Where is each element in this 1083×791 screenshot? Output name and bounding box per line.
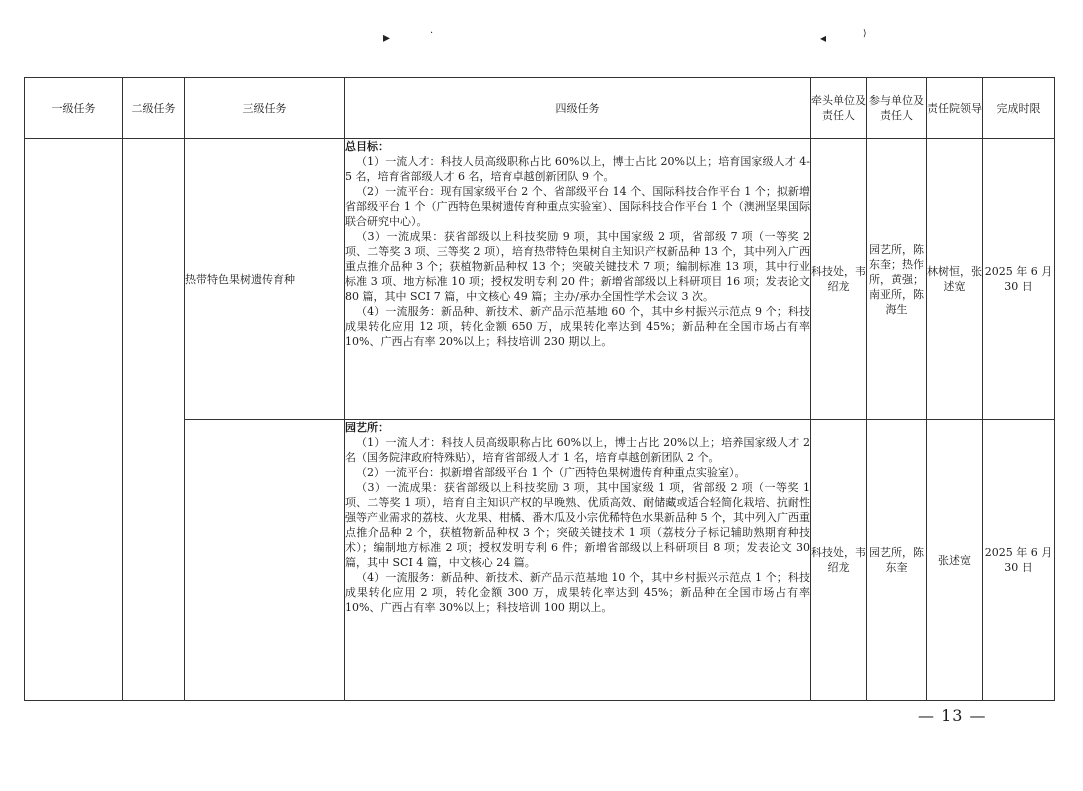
leader-cell: 张述宽 bbox=[927, 420, 983, 701]
table-row bbox=[25, 139, 1055, 420]
level3-task-empty bbox=[185, 420, 345, 701]
level4-paragraph: （2）一流平台：拟新增省部级平台 1 个（广西特色果树遗传育种重点实验室）。 bbox=[356, 466, 746, 479]
lead-unit-cell: 科技处，韦绍龙 bbox=[811, 139, 867, 420]
header-level2: 二级任务 bbox=[123, 78, 185, 139]
level4-paragraph: （4）一流服务：新品种、新技术、新产品示范基地 60 个，其中乡村振兴示范点 9 个；科技成果转化应用 12 项，转化金额 650 万，成果转化率达到 45%；新品种在全国市场占有率 10%、广西占有率 20%以上；科技培训 230 期以上。 bbox=[345, 305, 810, 348]
level4-paragraph: （2）一流平台：现有国家级平台 2 个、省部级平台 14 个、国际科技合作平台 1 个；拟新增省部级平台 1 个（广西特色果树遗传育种重点实验室）、国际科技合作平台 1 个（澳洲坚果国际联合研究中心）。 bbox=[345, 185, 810, 228]
header-lead-unit: 牵头单位及责任人 bbox=[811, 78, 867, 139]
header-leader: 责任院领导 bbox=[927, 78, 983, 139]
level4-paragraph: （1）一流人才：科技人员高级职称占比 60%以上，博士占比 20%以上；培养国家级人才 2 名（国务院津政府特殊贴），培育省部级人才 1 名，培育卓越创新团队 2 个。 bbox=[345, 436, 810, 464]
scan-mark: · bbox=[430, 28, 434, 39]
header-deadline: 完成时限 bbox=[983, 78, 1055, 139]
level4-task bbox=[345, 139, 811, 420]
level3-task: 热带特色果树遗传育种 bbox=[185, 139, 345, 420]
header-participating-unit: 参与单位及责任人 bbox=[867, 78, 927, 139]
level4-paragraph: （3）一流成果：获省部级以上科技奖励 3 项，其中国家级 1 项，省部级 2 项（一等奖 1 项、二等奖 1 项），培育自主知识产权的早晚熟、优质高效、耐储藏或适合轻简化栽培、抗耐性强等产业需求的荔枝、火龙果、柑橘、番木瓜及小宗优稀特色水果新品种 5 个，其中列入广西重点推介品种 2 个，获植物新品种权 3 个；突破关键技术 1 项（荔枝分子标记辅助熟期育种技术）；编制地方标准 2 项；授权发明专利 6 件；新增省部级以上科研项目 8 项；发表论文 30 篇，其中 SCI 4 篇，中文核心 24 篇。 bbox=[345, 481, 810, 569]
participating-unit-cell: 园艺所，陈东奎 bbox=[867, 420, 927, 701]
level4-paragraph: （3）一流成果：获省部级以上科技奖励 9 项，其中国家级 2 项，省部级 7 项（一等奖 2 项、二等奖 3 项、三等奖 2 项），培育热带特色果树自主知识产权新品种 13 个，其中列入广西重点推介品种 3 个；获植物新品种权 13 个；突破关键技术 7 项；编制标准 13 项，其中行业标准 3 项、地方标准 10 项；授权发明专利 20 件；新增省部级以上科研项目 16 项；发表论文 80 篇，其中 SCI 7 篇，中文核心 49 篇；主办/承办全国性学术会议 3 次。 bbox=[345, 230, 810, 303]
scan-mark: ▸ bbox=[383, 30, 391, 46]
lead-unit-cell: 科技处，韦绍龙 bbox=[811, 420, 867, 701]
task-table bbox=[24, 77, 1055, 701]
leader-cell: 林树恒，张述宽 bbox=[927, 139, 983, 420]
deadline-cell: 2025 年 6 月 30 日 bbox=[983, 420, 1055, 701]
level4-heading: 总目标： bbox=[345, 140, 389, 153]
level4-paragraph: （1）一流人才：科技人员高级职称占比 60%以上，博士占比 20%以上；培育国家级人才 4-5 名，培育省部级人才 6 名，培育卓越创新团队 9 个。 bbox=[345, 155, 810, 183]
header-level4: 四级任务 bbox=[345, 78, 811, 139]
page-number: — 13 — bbox=[918, 706, 987, 725]
scan-mark: ⟩ bbox=[863, 29, 867, 39]
header-level3: 三级任务 bbox=[185, 78, 345, 139]
level4-task bbox=[345, 420, 811, 701]
level4-paragraph: （4）一流服务：新品种、新技术、新产品示范基地 10 个，其中乡村振兴示范点 1 个；科技成果转化应用 2 项，转化金额 300 万，成果转化率达到 45%；新品种在全国市场占有率 10%、广西占有率 30%以上；科技培训 100 期以上。 bbox=[345, 571, 810, 614]
scan-mark: ◂ bbox=[820, 31, 827, 45]
level4-heading: 园艺所： bbox=[345, 421, 389, 434]
deadline-cell: 2025 年 6 月 30 日 bbox=[983, 139, 1055, 420]
header-level1: 一级任务 bbox=[25, 78, 123, 139]
participating-unit-cell: 园艺所，陈东奎；热作所，黄强；南亚所，陈海生 bbox=[867, 139, 927, 420]
level2-cell bbox=[123, 139, 185, 701]
level1-cell bbox=[25, 139, 123, 701]
